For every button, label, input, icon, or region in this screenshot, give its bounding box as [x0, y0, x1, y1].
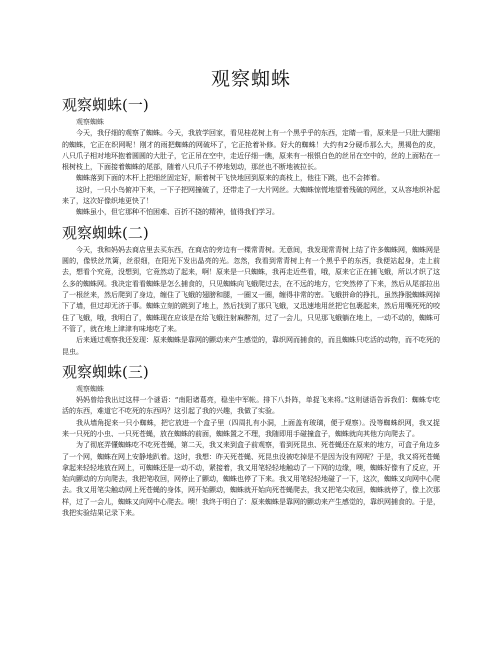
paragraph: 这时，一只小鸟俯冲下来，一下子把网撞破了，还带走了一大片网丝。大蜘蛛惊慌地望着残破的网丝，又从容地织补起来了，这次好像织地更快了！ [62, 185, 440, 206]
section-heading: 观察蜘蛛(一) [62, 96, 149, 114]
paragraph: 蜘蛛落到下面的木杆上把细丝固定好，顺着树干飞快地回到原来的高枝上，他往下跳，也不会摔着。 [76, 174, 384, 183]
section-subtitle: 观察蜘蛛 [76, 385, 104, 394]
paragraph: 妈妈曾给我出过这样一个谜语：“南阳诸葛亮，稳坐中军帐。排下八卦阵，单捉飞来将。”这则谜语告诉我们：蜘蛛专吃活的东西，难道它不吃死的东西吗？这引起了我的兴趣，我做了实验。 [62, 396, 440, 416]
paragraph: 今天，我和妈妈去商店里去买东西，在商店的旁边有一棵常青树。无意间，我发现常青树上结了许多蜘蛛网，蜘蛛网是圆的，像铁丝笊篱，丝很细，在阳光下发出晶亮的光。忽然，我看到常青树上有一个黑乎乎的东西，我便站起身，走上前去，想看个究竟，没想到，它竟然动了起来，啊！原来是一只蜘蛛，我再走近些看，哦，原来它正在捕飞蛾，所以才织了这么多的蜘蛛网。我决定看看蜘蛛是怎么捕食的，只见蜘蛛向飞蛾爬过去，在不远的地方，它突然停了下来，然后从尾部拉出了一根丝来，然后爬到了身边，缠住了飞蛾的翅膀和腿，一圈又一圈，缠得非常的密。飞蛾拼命的挣扎，虽然挣脱蜘蛛网掉下了墙，但过却无济于事。蜘蛛立刻的跳到了地上，然后找到了那只飞蛾，又迅速地用丝把它包裹起来，然后用嘴死死的咬住了飞蛾，哦，我明白了，蜘蛛现在应该是在给飞蛾注射麻醉剂，过了一会儿，只见那飞蛾躺在地上，一动不动的，蜘蛛可不管了，就在地上津津有味地吃了来。 [62, 245, 440, 333]
section-2 [62, 225, 440, 358]
paragraph: 蜘蛛虽小，但它那种不怕困难、百折不挠的精神，值得我们学习。 [76, 208, 279, 217]
section-1 [62, 97, 440, 219]
section-heading: 观察蜘蛛(二) [62, 223, 149, 242]
paragraph: 我从墙角捉来一只小蜘蛛，把它放进一个盒子里（四周扎有小洞，上面盖有玻璃，便于观察）。没等蜘蛛织网，我又捉来一只死的小虫、一只死苍蝇，放在蜘蛛的前面，蜘蛛置之不理，我随即用手碰撞盒子，蜘蛛就向其他方向爬去了。 [62, 418, 440, 438]
document-title: 观察蜘蛛 [210, 68, 291, 90]
paragraph: 为了彻底弄懂蜘蛛吃不吃死苍蝇，第二天，我又来到盒子前观察，看到死昆虫、死苍蝇还在原来的地方，可盒子角边多了一个网，蜘蛛在网上安静地趴着。这时，我想：昨天死苍蝇、死昆虫没被吃掉是不是因为没有网呢？于是，我又将死苍蝇拿起来轻轻地放在网上，可蜘蛛还是一动不动，紧接着，我又用笔轻轻地触动了一下网的边缘，噢，蜘蛛好像有了反应，开始向颤动的方向爬去，我把笔收回，网停止了颤动，蜘蛛也停了下来。我又用笔轻轻地碰了一下，这次，蜘蛛又向网中心爬去。我又用笔尖触动网上死苍蝇的身体，网开始颤动，蜘蛛就开始向死苍蝇爬去，我又把笔尖收回，蜘蛛就停了，像上次那样，过了一会儿，蜘蛛又向网中心爬去。噢！我终于明白了：原来蜘蛛是靠网的颤动来产生感觉的，靠织网捕食的。于是，我把实验结果记录下来。 [62, 441, 440, 518]
section-subtitle: 观察蜘蛛 [76, 118, 104, 127]
paragraph: 后来通过观察我还发现：原来蜘蛛是靠网的颤动来产生感觉的，靠织网而捕食的，而且蜘蛛只吃活的动物，而不吃死的昆虫。 [62, 336, 440, 356]
paragraph: 今天，我仔细的观察了蜘蛛。今天，我放学回家，看见桂花树上有一个黑乎乎的东西，定睛一看，原来是一只肚大腰细的蜘蛛，它正在织网呢！刚才的雨把蜘蛛的网破坏了，它正抢着补修。好大的蜘蛛！大约有2分硬币那么大，黑褐色的皮，八只爪子相对地环抱着圆圆的大肚子，它正吊在空中，走近仔细一瞧，原来有一根银白色的丝吊在空中的，丝的上面粘在一根树枝上，下面接着蜘蛛的尾部，随着八只爪子不停地划动，那丝也不断地被拉长。 [62, 129, 440, 172]
section-heading: 观察蜘蛛(三) [62, 362, 149, 381]
section-3 [62, 364, 440, 520]
